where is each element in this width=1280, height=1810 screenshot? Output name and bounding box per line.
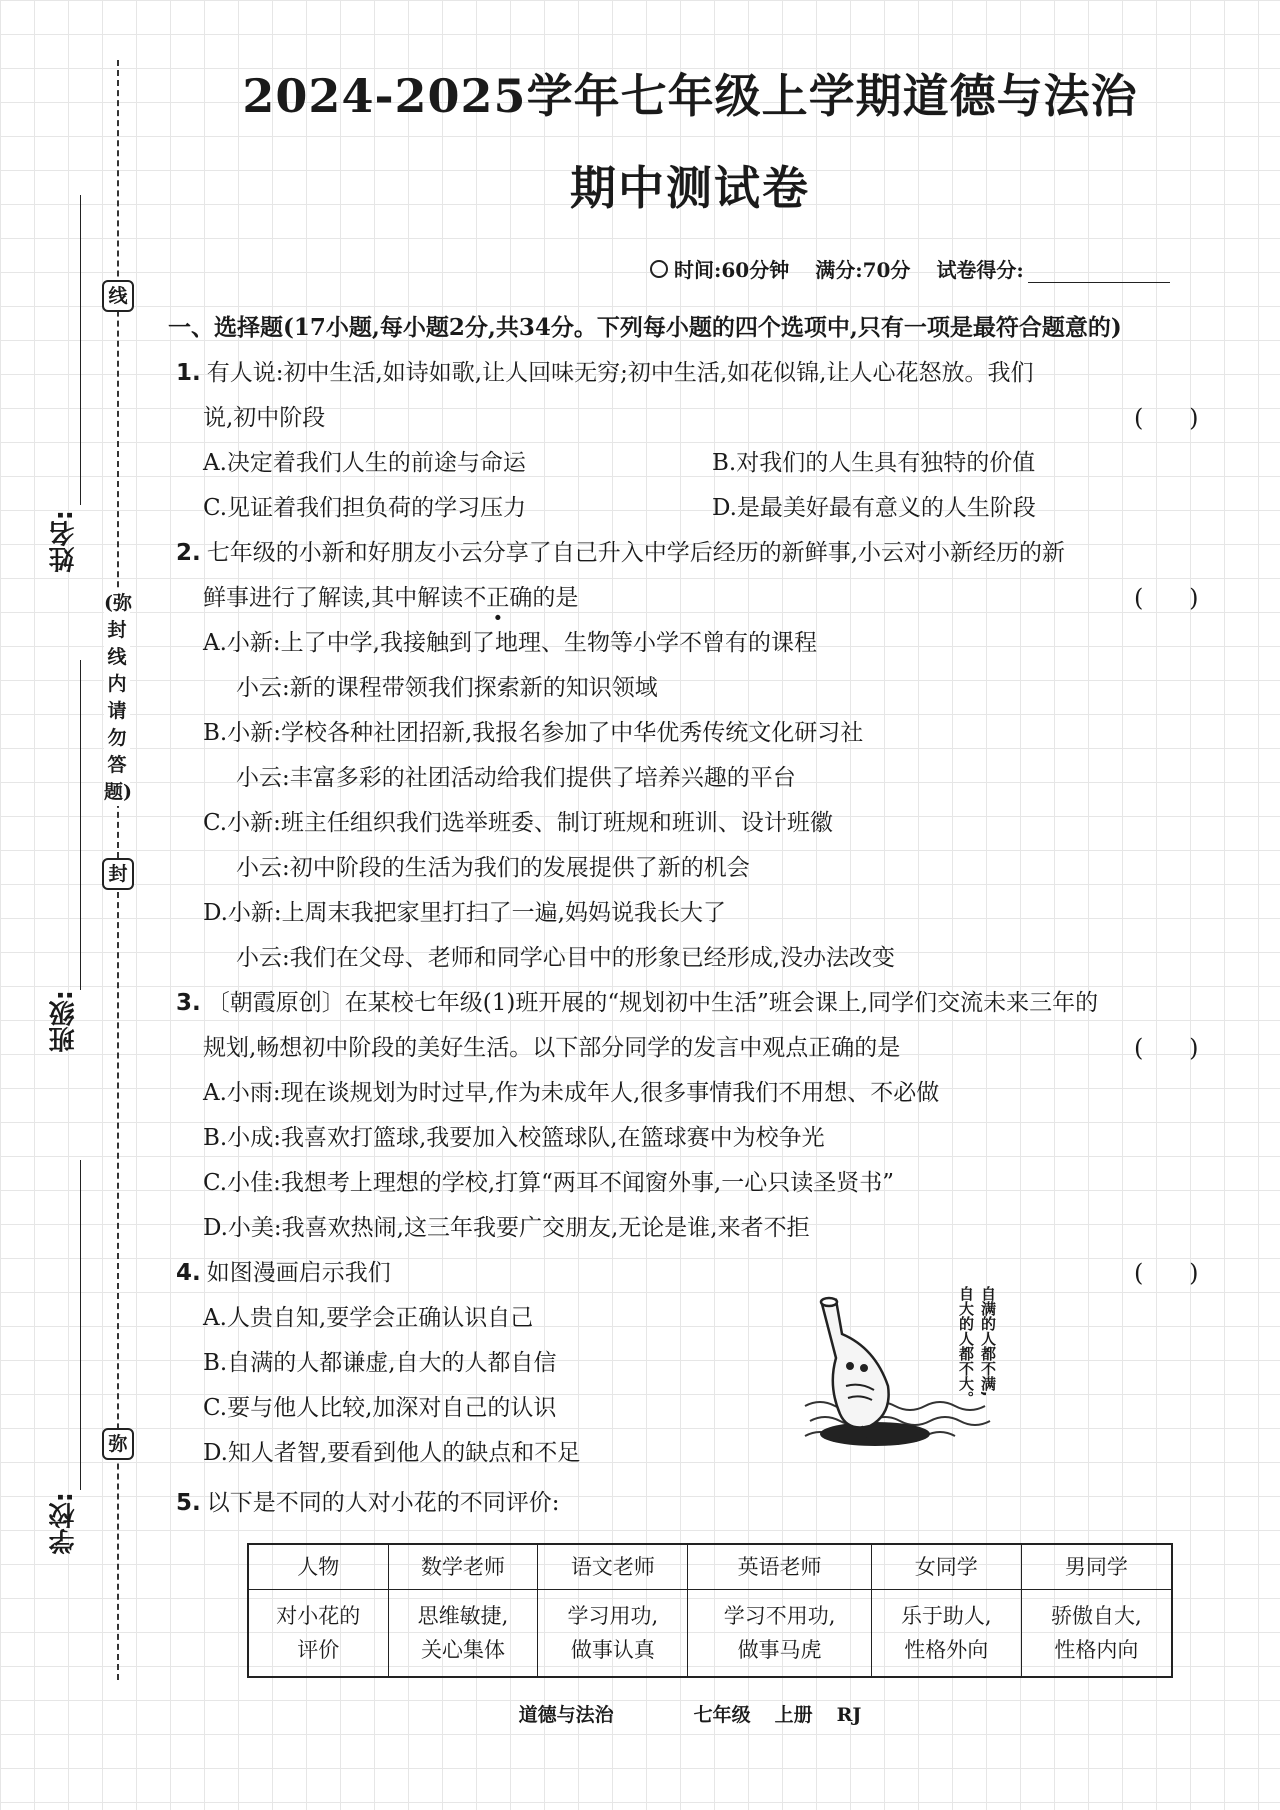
exam-time: 时间:60分钟	[674, 258, 790, 282]
page-footer	[150, 1700, 1230, 1727]
seal-note: (弥封线内请勿答题)	[104, 590, 130, 806]
clock-icon	[650, 260, 668, 278]
name-label: 姓名:	[49, 510, 79, 573]
footer-grade: 七年级	[693, 1704, 751, 1726]
school-label: 学校:	[49, 1492, 79, 1555]
q2-option-b-reply: 小云:丰富多彩的社团活动给我们提供了培养兴趣的平台	[236, 765, 796, 791]
question-5-number: 5.	[176, 1490, 201, 1516]
footer-edition: RJ	[836, 1704, 862, 1726]
q4-option-d: D.知人者智,要看到他人的缺点和不足	[203, 1440, 581, 1466]
table-header-cell: 数学老师	[388, 1544, 538, 1590]
page-subtitle: 期中测试卷	[570, 161, 810, 215]
puddle-shadow	[820, 1422, 930, 1446]
exam-meta	[650, 254, 1170, 283]
question-1-line-2: 说,初中阶段	[203, 405, 326, 431]
q2-option-a-reply: 小云:新的课程带领我们探索新的知识领域	[236, 675, 658, 701]
full-score: 满分:70分	[815, 258, 911, 282]
table-header-cell: 英语老师	[688, 1544, 872, 1590]
school-blank-line[interactable]	[80, 1160, 81, 1490]
q4-option-b: B.自满的人都谦虚,自大的人都自信	[203, 1350, 557, 1376]
q2-option-d: D.小新:上周末我把家里打扫了一遍,妈妈说我长大了	[203, 900, 726, 926]
name-blank-line[interactable]	[80, 195, 81, 505]
q1-option-c: C.见证着我们担负荷的学习压力	[203, 495, 527, 521]
question-2-line-1: 2. 七年级的小新和好朋友小云分享了自己升入中学后经历的新鲜事,小云对小新经历的新	[176, 540, 1066, 566]
table-cell: 乐于助人, 性格外向	[871, 1590, 1021, 1677]
section-heading: 一、选择题(17小题,每小题2分,共34分。下列每小题的四个选项中,只有一项是最符合题意的)	[168, 314, 1122, 341]
class-label: 班级:	[49, 990, 79, 1053]
q2-option-d-reply: 小云:我们在父母、老师和同学心目中的形象已经形成,没办法改变	[236, 945, 896, 971]
q1-option-d: D.是最美好最有意义的人生阶段	[712, 495, 1036, 521]
seal-char-bottom: 弥	[102, 1428, 134, 1460]
question-3-line-1: 3. 〔朝霞原创〕在某校七年级(1)班开展的“规划初中生活”班会课上,同学们交流未来三年的	[176, 990, 1099, 1016]
bottle-body	[821, 1298, 889, 1428]
answer-paren-2[interactable]: ( )	[1134, 584, 1199, 612]
table-header-cell: 语文老师	[538, 1544, 688, 1590]
q2-option-a: A.小新:上了中学,我接触到了地理、生物等小学不曾有的课程	[203, 630, 817, 656]
table-header-row	[248, 1544, 1172, 1590]
q1-option-b: B.对我们的人生具有独特的价值	[712, 450, 1036, 476]
page-title: 2024-2025学年七年级上学期道德与法治	[242, 69, 1138, 123]
answer-paren-3[interactable]: ( )	[1134, 1034, 1199, 1062]
q1-option-a: A.决定着我们人生的前途与命运	[203, 450, 526, 476]
score-blank[interactable]	[1028, 260, 1170, 283]
table-header-cell: 男同学	[1021, 1544, 1172, 1590]
question-2-line-2: 鲜事进行了解读,其中解读不正确的是	[203, 585, 579, 611]
seal-char-top: 线	[102, 280, 134, 312]
footer-subject: 道德与法治	[518, 1704, 614, 1726]
table-cell: 思维敏捷, 关心集体	[388, 1590, 538, 1677]
q4-option-a: A.人贵自知,要学会正确认识自己	[203, 1305, 534, 1331]
question-3-line-2: 规划,畅想初中阶段的美好生活。以下部分同学的发言中观点正确的是	[203, 1035, 901, 1061]
table-cell: 学习用功, 做事认真	[538, 1590, 688, 1677]
question-3-number: 3.	[176, 990, 201, 1016]
answer-paren-4[interactable]: ( )	[1134, 1259, 1199, 1287]
table-row-label: 对小花的 评价	[248, 1590, 388, 1677]
emphasis-not-correct: 不正确	[463, 585, 533, 611]
q3-option-b: B.小成:我喜欢打篮球,我要加入校篮球队,在篮球赛中为校争光	[203, 1125, 825, 1151]
table-header-cell: 人物	[248, 1544, 388, 1590]
table-header-cell: 女同学	[871, 1544, 1021, 1590]
table-cell: 学习不用功, 做事马虎	[688, 1590, 872, 1677]
table-row	[248, 1590, 1172, 1677]
question-2-number: 2.	[176, 540, 201, 566]
question-1-number: 1.	[176, 360, 201, 386]
question-4-number: 4.	[176, 1260, 201, 1286]
table-cell: 骄傲自大, 性格内向	[1021, 1590, 1172, 1677]
cartoon-caption	[935, 1286, 997, 1406]
cartoon-caption-1: 自满的人都不满,	[979, 1286, 997, 1397]
question-4-line-1: 4. 如图漫画启示我们	[176, 1260, 391, 1286]
evaluation-table	[247, 1543, 1173, 1678]
class-blank-line[interactable]	[80, 660, 81, 990]
seal-char-mid: 封	[102, 858, 134, 890]
q3-option-d: D.小美:我喜欢热闹,这三年我要广交朋友,无论是谁,来者不拒	[203, 1215, 810, 1241]
q2-option-c: C.小新:班主任组织我们选举班委、制订班规和班训、设计班徽	[203, 810, 833, 836]
q3-option-c: C.小佳:我想考上理想的学校,打算“两耳不闻窗外事,一心只读圣贤书”	[203, 1170, 894, 1196]
q2-option-c-reply: 小云:初中阶段的生活为我们的发展提供了新的机会	[236, 855, 750, 881]
q2-option-b: B.小新:学校各种社团招新,我报名参加了中华优秀传统文化研习社	[203, 720, 864, 746]
q4-option-c: C.要与他人比较,加深对自己的认识	[203, 1395, 557, 1421]
answer-paren-1[interactable]: ( )	[1134, 404, 1199, 432]
score-label: 试卷得分:	[936, 258, 1024, 282]
question-1-line-1: 1. 有人说:初中生活,如诗如歌,让人回味无穷;初中生活,如花似锦,让人心花怒放。我们	[176, 360, 1034, 386]
cartoon-caption-2: 自大的人都不大。	[957, 1286, 975, 1406]
q3-option-a: A.小雨:现在谈规划为时过早,作为未成年人,很多事情我们不用想、不必做	[203, 1080, 940, 1106]
footer-volume: 上册	[774, 1704, 813, 1726]
question-5-line-1: 5. 以下是不同的人对小花的不同评价:	[176, 1490, 560, 1516]
